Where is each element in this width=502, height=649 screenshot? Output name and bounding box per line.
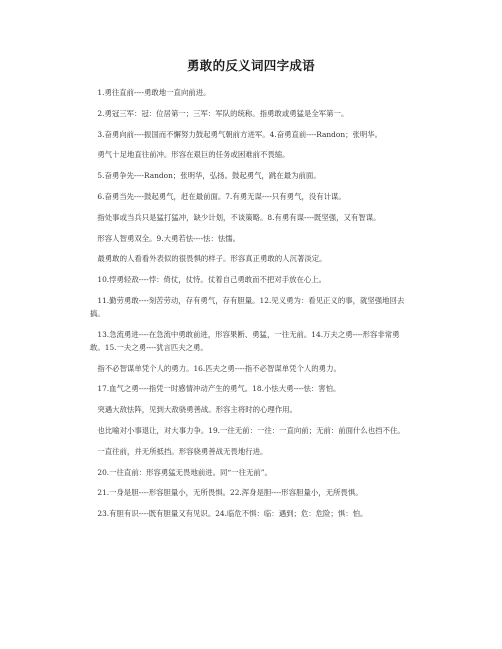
- paragraph: 21.一身是胆----形容胆量小，无所畏惧。22.浑身是胆----形容胆量小，无所畏惧。: [97, 488, 363, 498]
- paragraph: 一直往前，并无所抵挡。形容骁勇善战无畏地行进。: [97, 446, 268, 456]
- paragraph: 指处事或当兵只是猛打猛冲，缺少计划，不谈策略。8.有勇有谋----既坚强，又有智谋。: [97, 212, 381, 222]
- paragraph: 5.奋勇争先----Randon；张明华，弘扬。鼓起勇气，跳在最为前面。: [97, 171, 321, 181]
- paragraph: 11.勤劳勇敢----刻苦劳动，存有勇气，存有胆量。12.见义勇为：看见正义的事，就坚强地回去搞。: [90, 295, 405, 318]
- paragraph: 13.急流勇进----在急流中勇敢前进，形容果断、勇猛，一往无前。14.万夫之勇----形容非常勇敢。15.一夫之勇----犹言匹夫之勇。: [90, 329, 400, 352]
- paragraph: 10.悖勇轻敌----悖：倚仗，仗恃。仗着自己勇敢而不把对手放在心上。: [97, 275, 327, 285]
- paragraph: 17.血气之勇----指凭一时感情冲动产生的勇气。18.小怯大勇----怯：害怕。: [97, 384, 341, 394]
- paragraph: 2.勇冠三军：冠：位居第一；三军：军队的统称。指勇敢或勇猛是全军第一。: [97, 108, 349, 118]
- paragraph: 形容人智勇双全。9.大勇若怯----怯：怯懦。: [97, 233, 241, 243]
- paragraph: 也比喻对小事退让，对大事力争。19.一往无前：一往：一直向前；无前：前面什么也挡不住。: [97, 425, 405, 435]
- paragraph: 3.奋勇向前----振国而不懈努力鼓起勇气朝前方进军。4.奋勇直前----Randon；张明华。: [97, 129, 383, 139]
- paragraph: 最勇敢的人看看外表似的很畏惧的样子。形容真正勇敢的人沉著淡定。: [97, 254, 327, 264]
- paragraph: 指不必智谋单凭个人的勇力。16.匹夫之勇----指不必智谋单凭个人的勇力。: [97, 363, 341, 373]
- document-title: 勇敢的反义词四字成语: [186, 58, 315, 73]
- paragraph: 20.一往直前：形容勇猛无畏地前进。同“一往无前”。: [97, 467, 272, 477]
- paragraph: 23.有胆有识----既有胆量又有见识。24.临危不惧：临：遇到；危：危险；惧：怕。: [97, 509, 368, 519]
- paragraph: 6.奋勇当先----鼓起勇气，赶在最前面。7.有勇无谋----只有勇气，没有计谋。: [97, 191, 346, 201]
- paragraph: 1.勇往直前----勇敢地一直向前进。: [97, 88, 211, 97]
- document-body: [90, 86, 414, 528]
- paragraph: 勇气十足地直往前冲。形容在艰巨的任务或困难前不畏缩。: [97, 150, 290, 160]
- paragraph: 突遇大敌怯阵，见到大敌骁勇善战。形容主将时的心理作用。: [97, 405, 297, 415]
